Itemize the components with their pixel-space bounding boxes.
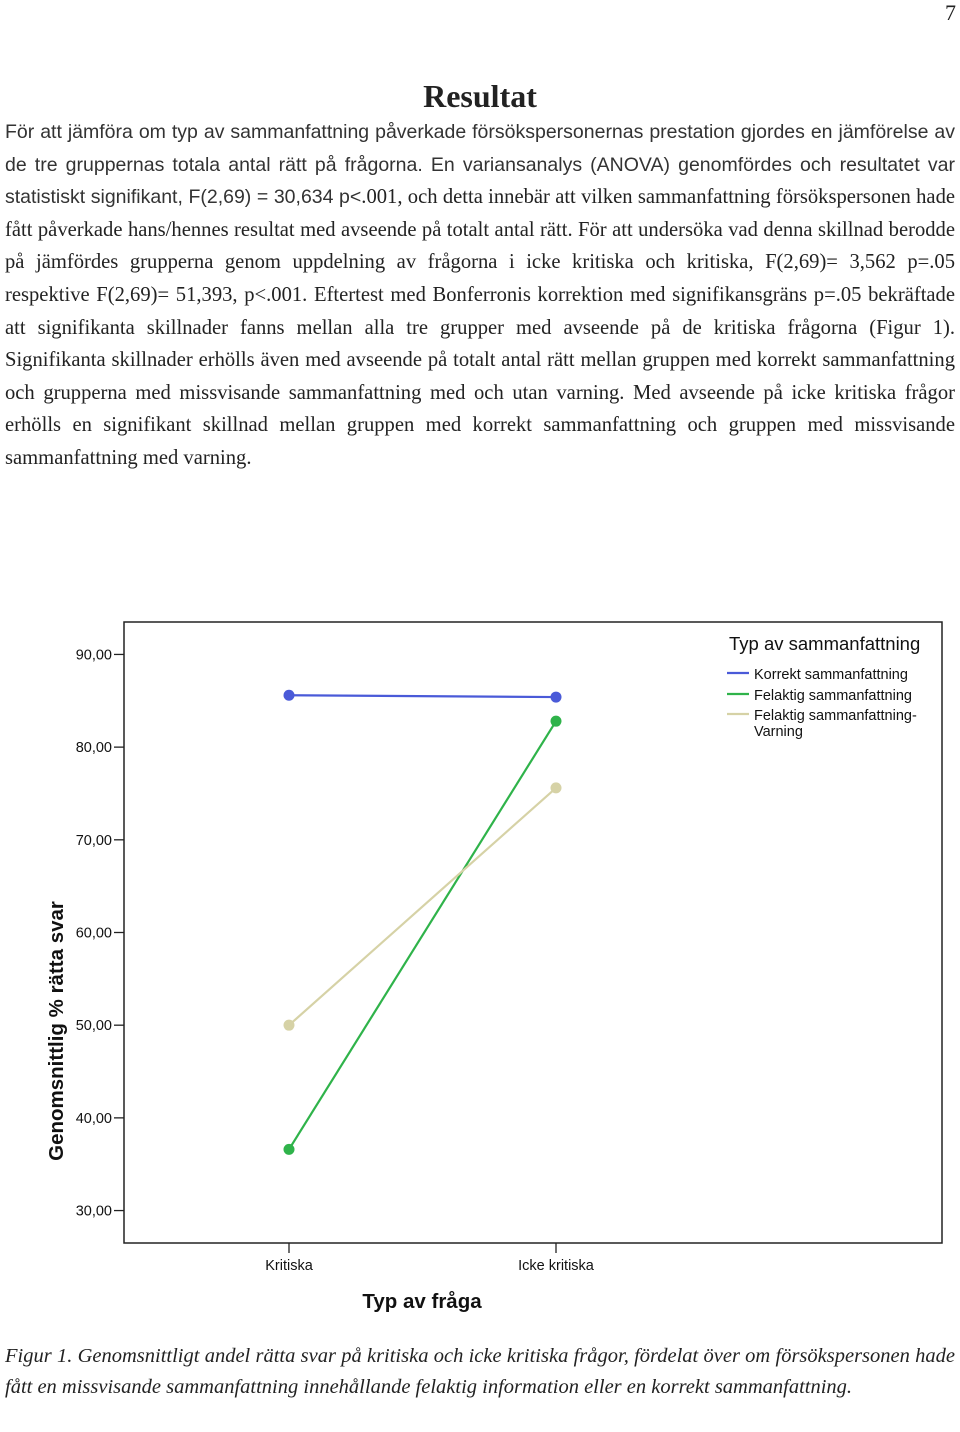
figure-1: [0, 600, 960, 1320]
section-heading: Resultat: [423, 78, 537, 114]
y-tick-label: 50,00: [75, 1018, 112, 1035]
y-axis: [76, 647, 124, 1219]
y-tick-label: 70,00: [75, 832, 112, 849]
legend-entry-label: Varning: [754, 724, 803, 740]
y-axis-label: Genomsnittlig % rätta svar: [45, 901, 68, 1161]
x-tick-label: Kritiska: [265, 1258, 313, 1274]
paragraph-sans-part: För att jämföra om typ av sammanfattning påverkade försökspersonernas prestation gjordes en jämförelse av de tre gruppernas totala antal rätt på frågorna. En variansanalys (ANOVA) genomfördes och resultatet var statistiskt signifikant, F(2,69) = 30,634 p<: [5, 121, 955, 209]
x-axis: [265, 1243, 595, 1274]
series-line: [289, 788, 556, 1025]
data-point: [551, 692, 562, 703]
page-number: 7: [945, 0, 956, 25]
data-point: [551, 782, 562, 793]
legend-title: Typ av sammanfattning: [729, 633, 921, 654]
series-line: [289, 695, 556, 697]
y-tick-label: 90,00: [75, 647, 112, 664]
x-axis-label: Typ av fråga: [362, 1290, 482, 1313]
data-point: [284, 690, 295, 701]
legend-entry-label: Felaktig sammanfattning: [754, 688, 912, 704]
series-lines: [284, 690, 562, 1155]
data-point: [284, 1144, 295, 1155]
data-point: [551, 716, 562, 727]
y-tick-label: 60,00: [75, 925, 112, 942]
y-tick-label: 80,00: [75, 740, 112, 757]
y-tick-label: 40,00: [75, 1110, 112, 1127]
figure-caption: Figur 1. Genomsnittligt andel rätta svar på kritiska och icke kritiska frågor, fördelat över om försökspersonen hade fått en missvisande sammanfattning innehållande felaktig information eller en korrekt sammanfattning.: [5, 1345, 955, 1398]
line-chart: [0, 600, 960, 1320]
paragraph-serif-part: .001, och detta innebär att vilken sammanfattning försökspersonen hade fått påverkade hans/hennes resultat med avseende på totalt antal rätt. För att undersöka vad denna skillnad berodde på jämfördes grupperna genom uppdelning av frågorna i icke kritiska och kritiska, F(2,69)= 3,562 p=.05 respektive F(2,69)= 51,393, p<.001. Eftertest med Bonferronis korrektion med signifikansgräns p=.05 bekräftade att signifikanta skillnader fanns mellan alla tre grupper med avseende på de kritiska frågorna (Figur 1). Signifikanta skillnader erhölls även med avseende på totalt antal rätt mellan gruppen med korrekt sammanfattning och grupperna med missvisande sammanfattning med och utan varning. Med avseende på icke kritiska frågor erhölls en signifikant skillnad mellan gruppen med korrekt sammanfattning och gruppen med missvisande sammanfattning med varning.: [5, 186, 956, 469]
y-tick-label: 30,00: [75, 1203, 112, 1220]
legend-entry-label: Felaktig sammanfattning-: [754, 708, 917, 724]
data-point: [284, 1020, 295, 1031]
legend-entry-label: Korrekt sammanfattning: [754, 667, 908, 683]
x-tick-label: Icke kritiska: [518, 1258, 594, 1274]
legend: [727, 633, 920, 740]
body-paragraph: [5, 116, 955, 475]
series-line: [289, 721, 556, 1149]
